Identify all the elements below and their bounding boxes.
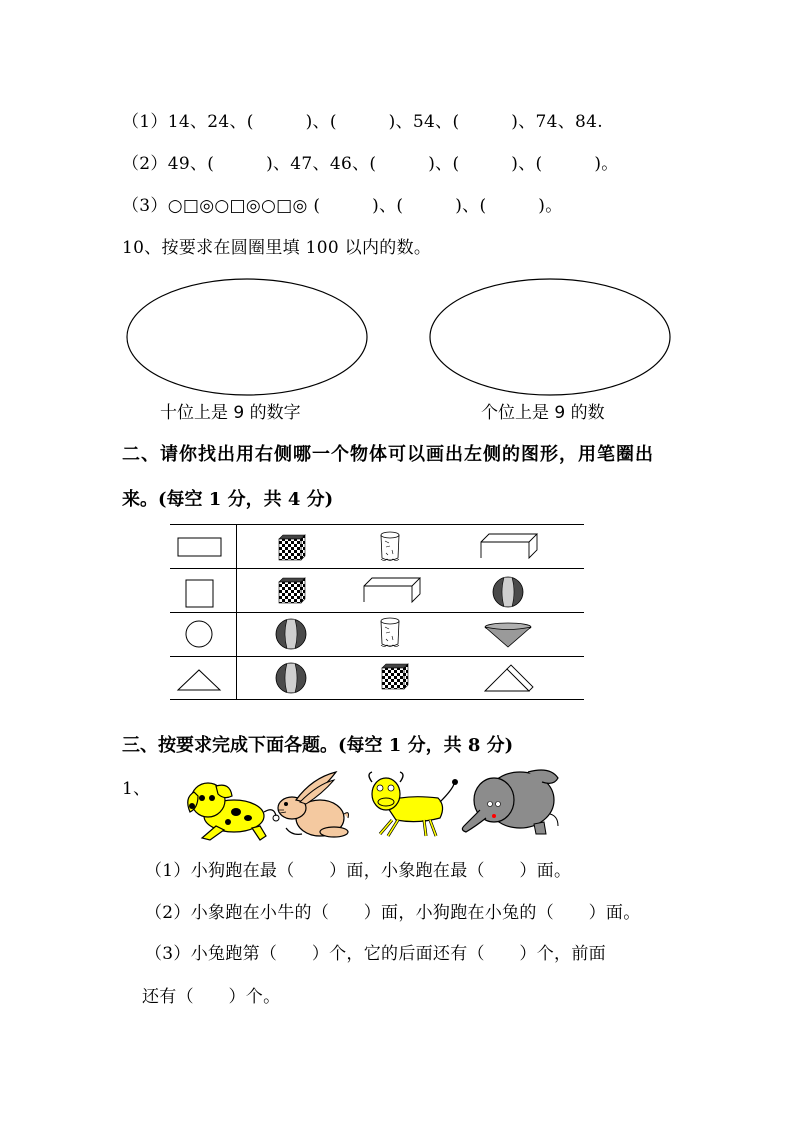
q9-line-3-blanks: ( )、( )、( )。 <box>307 196 563 216</box>
rabbit-icon <box>278 772 349 837</box>
q3-question-3-line-2: 还有（ ）个。 <box>142 987 281 1007</box>
section-2-heading-line-1: 二、请你找出用右侧哪一个物体可以画出左侧的图形，用笔圈出 <box>122 444 654 465</box>
q3-question-2: （2）小象跑在小牛的（ ）面，小狗跑在小兔的（ ）面。 <box>145 903 641 923</box>
q9-line-1: （1）14、24、( )、( )、54、( )、74、84. <box>122 112 603 132</box>
elephant-icon <box>462 770 558 834</box>
q3-question-3-line-1: （3）小兔跑第（ ）个，它的后面还有（ ）个，前面 <box>145 944 606 964</box>
dog-icon <box>188 783 279 840</box>
shape-sequence: ○□◎○□◎○□◎ <box>167 196 308 216</box>
ox-icon <box>369 772 458 836</box>
right-ellipse-label: 个位上是 9 的数 <box>481 403 605 423</box>
left-ellipse-label: 十位上是 9 的数字 <box>160 403 301 423</box>
section-3-heading: 三、按要求完成下面各题。(每空 1 分，共 8 分) <box>122 735 514 756</box>
q10-title: 10、按要求在圆圈里填 100 以内的数。 <box>122 238 432 258</box>
q9-line-2: （2）49、( )、47、46、( )、( )、( )。 <box>122 154 619 174</box>
q9-line-3-prefix: （3） <box>122 196 168 216</box>
section-2-heading-line-2: 来。(每空 1 分，共 4 分) <box>122 489 334 510</box>
q3-question-1: （1）小狗跑在最（ ）面，小象跑在最（ ）面。 <box>145 861 572 881</box>
item-number: 1、 <box>122 779 151 799</box>
